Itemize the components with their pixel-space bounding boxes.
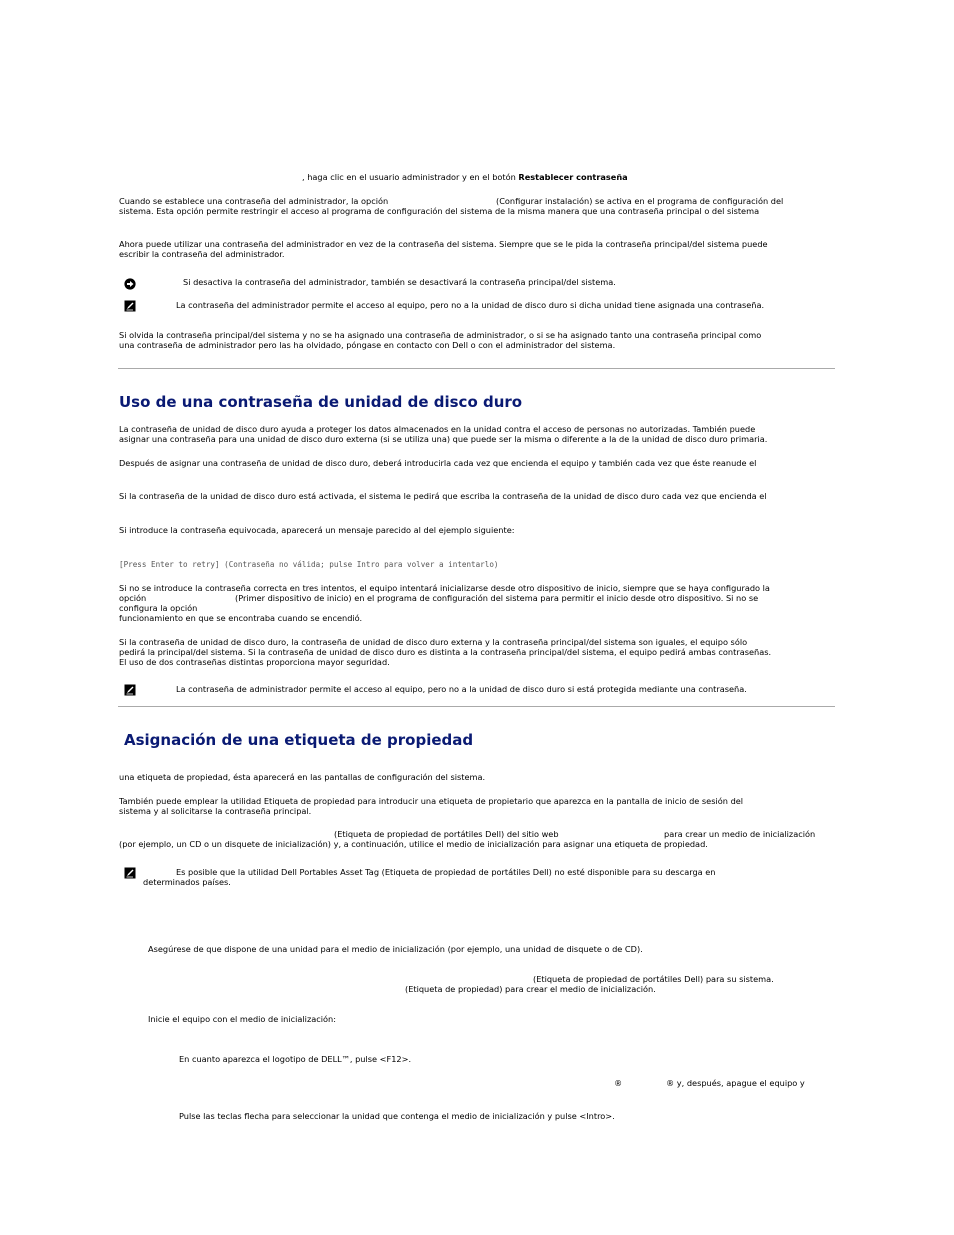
paragraph-hdd-same-c: El uso de dos contraseñas distintas proporciona mayor seguridad. [119,657,390,667]
paragraph-asset-use-end: para crear un medio de inicialización [664,829,816,839]
reset-password-line [302,172,628,182]
notice-icon [124,278,136,290]
substep-1: En cuanto aparezca el logotipo de DELL™, pulse <F12>. [179,1054,412,1064]
reset-password-button-label: Restablecer contraseña [518,172,628,182]
note-icon [124,867,136,879]
paragraph-hdd-three-b-post: (Primer dispositivo de inicio) en el programa de configuración del sistema para permitir el inicio desde otro dispositivo. Si no se [235,593,759,603]
paragraph-hdd-three-c: configura la opción [119,603,198,613]
paragraph-asset-also-a: También puede emplear la utilidad Etiqueta de propiedad para introducir una etiqueta de propietario que aparezca en la pantalla de inicio de sesión del [119,796,744,806]
paragraph-setup-c: sistema. Esta opción permite restringir el acceso al programa de configuración del sistema de la misma manera que una contraseña principal o del sistema [119,206,760,216]
paragraph-asset-use-b: (por ejemplo, un CD o un disquete de inicialización) y, a continuación, utilice el medio de inicialización para asignar una etiqueta de propiedad. [119,839,708,849]
divider [118,368,835,369]
heading-asset-tag: Asignación de una etiqueta de propiedad [124,731,474,749]
paragraph-hdd-three-d: funcionamiento en que se encontraba cuando se encendió. [119,613,363,623]
paragraph-admin-b: escribir la contraseña del administrador. [119,249,285,259]
step-2-b: (Etiqueta de propiedad) para crear el medio de inicialización. [405,984,656,994]
notice-text: Si desactiva la contraseña del administrador, también se desactivará la contraseña principal/del sistema. [183,277,616,287]
step-3: Inicie el equipo con el medio de inicialización: [148,1014,336,1024]
paragraph-hdd-three-b-pre: opción [119,593,147,603]
paragraph-hdd-same-a: Si la contraseña de unidad de disco duro, la contraseña de unidad de disco duro externa y la contraseña principal/del sistema son iguales, el equipo sólo [119,637,748,647]
substep-2-reg: ® [614,1078,623,1088]
paragraph-asset-use-mid: (Etiqueta de propiedad de portátiles Dell) del sitio web [334,829,559,839]
substep-2-end: ® y, después, apague el equipo y [666,1078,805,1088]
paragraph-hdd-same-b: pedirá la principal/del sistema. Si la contraseña de unidad de disco duro es distinta a la contraseña principal/del sistema, el equipo pedirá ambas contraseñas. [119,647,772,657]
paragraph-forgot-b: una contraseña de administrador pero las ha olvidado, póngase en contacto con Dell o con el administrador del sistema. [119,340,616,350]
step-1: Asegúrese de que dispone de una unidad para el medio de inicialización (por ejemplo, una unidad de disquete o de CD). [148,944,643,954]
paragraph-setup-b: (Configurar instalación) se activa en el programa de configuración del [496,196,784,206]
paragraph-setup-a: Cuando se establece una contraseña del administrador, la opción [119,196,389,206]
reset-text: , haga clic en el usuario administrador y en el botón [302,172,519,182]
note-icon [124,684,136,696]
code-message: [Press Enter to retry] (Contraseña no válida; pulse Intro para volver a intentarlo) [119,560,499,569]
paragraph-hdd-wrong: Si introduce la contraseña equivocada, aparecerá un mensaje parecido al del ejemplo siguiente: [119,525,515,535]
divider [118,706,835,707]
paragraph-asset-also-b: sistema y al solicitarse la contraseña principal. [119,806,312,816]
paragraph-asset-intro: una etiqueta de propiedad, ésta aparecerá en las pantallas de configuración del sistema. [119,772,486,782]
paragraph-hdd-after: Después de asignar una contraseña de unidad de disco duro, deberá introducirla cada vez que encienda el equipo y también cada vez que éste reanude el [119,458,757,468]
note-icon [124,300,136,312]
paragraph-admin-a: Ahora puede utilizar una contraseña del administrador en vez de la contraseña del sistema. Siempre que se le pida la contraseña principal/del sistema puede [119,239,768,249]
paragraph-hdd-b: asignar una contraseña para una unidad de disco duro externa (si se utiliza una) que puede ser la misma o diferente a la de la unidad de disco duro primaria. [119,434,768,444]
substep-3: Pulse las teclas flecha para seleccionar la unidad que contenga el medio de inicialización y pulse <Intro>. [179,1111,615,1121]
note-hdd-text: La contraseña de administrador permite el acceso al equipo, pero no a la unidad de disco duro si está protegida mediante una contraseña. [176,684,747,694]
paragraph-hdd-a: La contraseña de unidad de disco duro ayuda a proteger los datos almacenados en la unidad contra el acceso de personas no autorizadas. También puede [119,424,756,434]
paragraph-hdd-three-a: Si no se introduce la contraseña correcta en tres intentos, el equipo intentará inicializarse desde otro dispositivo de inicio, siempre que se haya configurado la [119,583,770,593]
note-asset-a: Es posible que la utilidad Dell Portables Asset Tag (Etiqueta de propiedad de portátiles Dell) no esté disponible para su descarga en [176,867,716,877]
heading-hdd-password: Uso de una contraseña de unidad de disco duro [119,393,523,411]
paragraph-hdd-enabled: Si la contraseña de la unidad de disco duro está activada, el sistema le pedirá que escriba la contraseña de la unidad de disco duro cada vez que encienda el [119,491,767,501]
step-2-a: (Etiqueta de propiedad de portátiles Dell) para su sistema. [533,974,774,984]
note-asset-b: determinados países. [143,877,231,887]
note-text: La contraseña del administrador permite el acceso al equipo, pero no a la unidad de disco duro si dicha unidad tiene asignada una contraseña. [176,300,765,310]
paragraph-forgot-a: Si olvida la contraseña principal/del sistema y no se ha asignado una contraseña de administrador, o si se ha asignado tanto una contraseña principal como [119,330,762,340]
